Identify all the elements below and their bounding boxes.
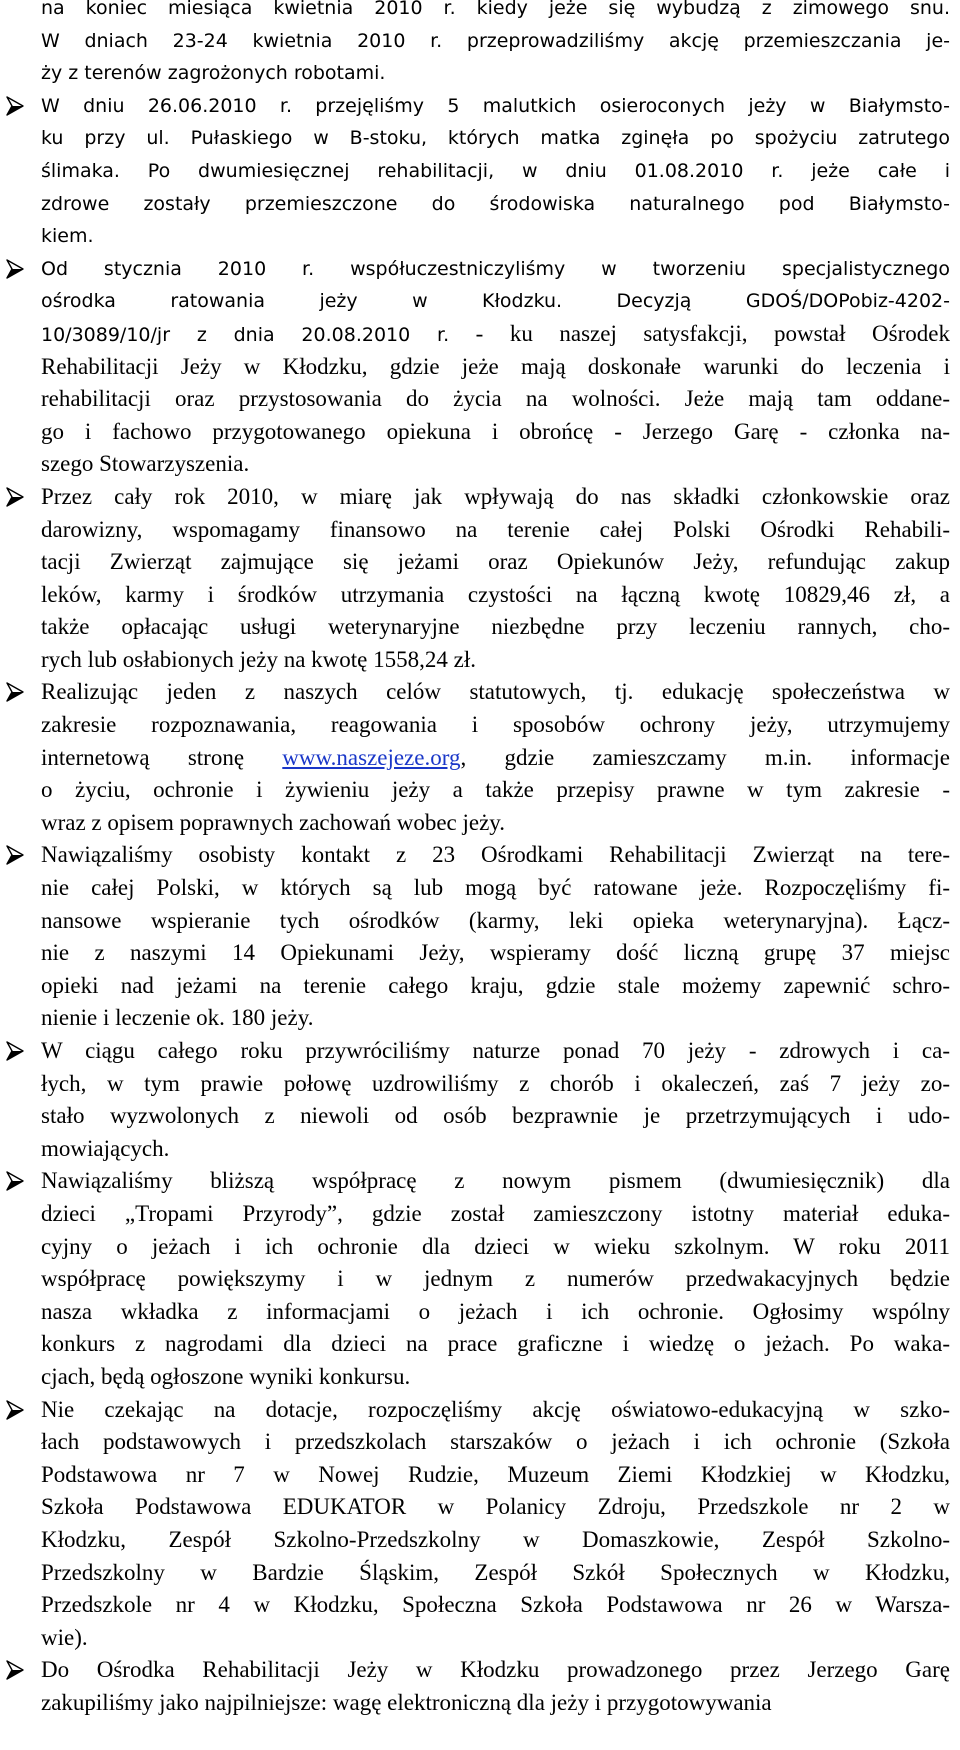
text-line: o życiu, ochronie i żywieniu jeży a także przepisy prawne w tym zakresie - — [41, 777, 950, 803]
text-line: cyjny o jeżach i ich ochronie dla dzieci w wieku szkolnym. W roku 2011 — [41, 1233, 950, 1259]
text-line: Nawiązaliśmy osobisty kontakt z 23 Ośrodkami Rehabilitacji Zwierząt na tere- — [41, 842, 950, 868]
text-line — [41, 383, 950, 416]
text-line: stało wyzwolonych z niewoli od osób bezprawnie je przetrzymujących i udo- — [41, 1103, 950, 1129]
text-line: Do Ośrodka Rehabilitacji Jeży w Kłodzku prowadzonego przez Jerzego Garę — [41, 1657, 950, 1683]
text-line — [41, 351, 950, 384]
text-line: łach podstawowych i przedszkolach starszaków o jeżach i ich ochronie (Szkoła — [41, 1429, 950, 1455]
text-line: dzieci „Tropami Przyrody”, gdzie został zamieszczony istotny materiał eduka- — [41, 1200, 950, 1226]
text-run: szego Stowarzyszenia. — [41, 451, 250, 477]
text-line: rych lub osłabionych jeży na kwotę 1558,24 zł. — [41, 646, 476, 672]
bullet-paragraph — [0, 253, 960, 481]
text-line: Realizując jeden z naszych celów statutowych, tj. edukację społeczeństwa w — [41, 679, 950, 705]
bullet-paragraph — [0, 1394, 960, 1655]
text-run: go i fachowo przygotowanego opiekuna i obrońcę - Jerzego Garę - członka na- — [41, 418, 950, 444]
text-line: mowiających. — [41, 1135, 170, 1161]
text-line: kiem. — [41, 225, 94, 248]
text-line: łych, w tym prawie połowę uzdrowiliśmy z chorób i okaleczeń, zaś 7 jeży zo- — [41, 1070, 950, 1096]
text-line: na koniec miesiąca kwietnia 2010 r. kiedy jeże się wybudzą z zimowego snu. — [41, 0, 950, 19]
arrow-bullet-icon — [5, 96, 25, 116]
text-line: ży z terenów zagrożonych robotami. — [41, 62, 386, 85]
text-line: Przez cały rok 2010, w miarę jak wpływają do nas składki członkowskie oraz — [41, 483, 950, 509]
text-line: Przedszkole nr 4 w Kłodzku, Społeczna Szkoła Podstawowa nr 26 w Warsza- — [41, 1592, 950, 1618]
text-run: 10/3089/10/jr z dnia 20.08.2010 r. — [41, 323, 450, 346]
bullet-paragraph — [0, 481, 960, 677]
website-link[interactable]: www.naszejeze.org — [282, 744, 461, 770]
bullet-paragraph — [0, 676, 960, 839]
arrow-bullet-icon — [5, 682, 25, 702]
text-line: nie całej Polski, w których są lub mogą być ratowane jeże. Rozpoczęliśmy fi- — [41, 875, 950, 901]
text-run: Rehabilitacji Jeży w Kłodzku, gdzie jeże mają doskonałe warunki do leczenia i — [41, 353, 950, 379]
text-line: Szkoła Podstawowa EDUKATOR w Polanicy Zdroju, Przedszkole nr 2 w — [41, 1494, 950, 1520]
text-line: leków, karmy i środków utrzymania czystości na łączną kwotę 10829,46 zł, a — [41, 581, 950, 607]
bullet-paragraph — [0, 1654, 960, 1719]
text-line: Nie czekając na dotacje, rozpoczęliśmy akcję oświatowo-edukacyjną w szko- — [41, 1396, 950, 1422]
text-line: ślimaka. Po dwumiesięcznej rehabilitacji, w dniu 01.08.2010 r. jeże całe i — [41, 159, 950, 182]
bullet-paragraph — [0, 90, 960, 253]
text-line — [41, 285, 950, 318]
text-line: Kłodzku, Zespół Szkolno-Przedszkolny w Domaszkowie, Zespół Szkolno- — [41, 1526, 950, 1552]
text-line: wie). — [41, 1624, 88, 1650]
bullet-paragraph — [0, 839, 960, 1035]
text-line — [41, 448, 950, 481]
text-line: tacji Zwierząt zajmujące się jeżami oraz Opiekunów Jeży, refundując zakup — [41, 549, 950, 575]
arrow-bullet-icon — [5, 845, 25, 865]
arrow-bullet-icon — [5, 259, 25, 279]
text-line: Nawiązaliśmy bliższą współpracę z nowym pismem (dwumiesięcznik) dla — [41, 1168, 950, 1194]
text-line: nie z naszymi 14 Opiekunami Jeży, wspieramy dość liczną grupę 37 miejsc — [41, 940, 950, 966]
text-run: internetową stronę — [41, 744, 283, 770]
bullet-paragraph — [0, 1165, 960, 1393]
text-line: opieki nad jeżami na terenie całego kraju, gdzie stale możemy zapewnić schro- — [41, 972, 950, 998]
text-line: zakupiliśmy jako najpilniejsze: wagę elektroniczną dla jeży i przygotowywania — [41, 1689, 772, 1715]
text-line: konkurs z nagrodami dla dzieci na prace graficzne i wiedzę o jeżach. Po waka- — [41, 1331, 950, 1357]
text-line: także opłacając usługi weterynaryjne niezbędne przy leczeniu rannych, cho- — [41, 614, 950, 640]
text-line: W ciągu całego roku przywróciliśmy naturze ponad 70 jeży - zdrowych i ca- — [41, 1038, 950, 1063]
text-line — [41, 253, 950, 286]
arrow-bullet-icon — [5, 1660, 25, 1680]
text-line: nasza wkładka z informacjami o jeżach i ich ochronie. Ogłosimy wspólny — [41, 1298, 950, 1324]
bullet-paragraph — [0, 0, 960, 90]
text-line: W dniach 23-24 kwietnia 2010 r. przeprowadziliśmy akcję przemieszczania je- — [41, 29, 950, 52]
text-run: - ku naszej satysfakcji, powstał Ośrodek — [449, 320, 950, 346]
text-line: Podstawowa nr 7 w Nowej Rudzie, Muzeum Ziemi Kłodzkiej w Kłodzku, — [41, 1461, 950, 1487]
text-run: ośrodka ratowania jeży w Kłodzku. Decyzją GDOŚ/DOPobiz-4202- — [41, 290, 950, 313]
text-line: darowizny, wspomagamy finansowo na terenie całej Polski Ośrodki Rehabili- — [41, 516, 950, 542]
text-line: wraz z opisem poprawnych zachowań wobec jeży. — [41, 809, 506, 835]
arrow-bullet-icon — [5, 1041, 25, 1061]
text-line: zakresie rozpoznawania, reagowania i sposobów ochrony jeży, utrzymujemy — [41, 712, 950, 738]
text-line: Przedszkolny w Bardzie Śląskim, Zespół Szkół Społecznych w Kłodzku, — [41, 1559, 950, 1585]
arrow-bullet-icon — [5, 1400, 25, 1420]
text-line: współpracę powiększymy i w jednym z numerów przedwakacyjnych będzie — [41, 1266, 950, 1292]
arrow-bullet-icon — [5, 487, 25, 507]
text-line: zdrowe zostały przemieszczone do środowiska naturalnego pod Białymsto- — [41, 192, 950, 215]
text-line — [41, 742, 950, 775]
text-line — [41, 416, 950, 449]
text-line: ku przy ul. Pułaskiego w B-stoku, których matka zginęła po spożyciu zatrutego — [41, 127, 950, 150]
text-line: nienie i leczenie ok. 180 jeży. — [41, 1005, 314, 1031]
text-line: W dniu 26.06.2010 r. przejęliśmy 5 malutkich osieroconych jeży w Białymsto- — [41, 94, 950, 117]
text-run: rehabilitacji oraz przystosowania do życia na wolności. Jeże mają tam oddane- — [41, 386, 950, 412]
text-line: nansowe wspieranie tych ośrodków (karmy, leki opieka weterynaryjna). Łącz- — [41, 907, 950, 933]
text-line: cjach, będą ogłoszone wyniki konkursu. — [41, 1363, 411, 1389]
text-line — [41, 318, 950, 351]
bullet-paragraph — [0, 1035, 960, 1165]
arrow-bullet-icon — [5, 1171, 25, 1191]
text-run: Od stycznia 2010 r. współuczestniczyliśmy w tworzeniu specjalistycznego — [41, 257, 950, 280]
text-run: , gdzie zamieszczamy m.in. informacje — [460, 744, 950, 770]
